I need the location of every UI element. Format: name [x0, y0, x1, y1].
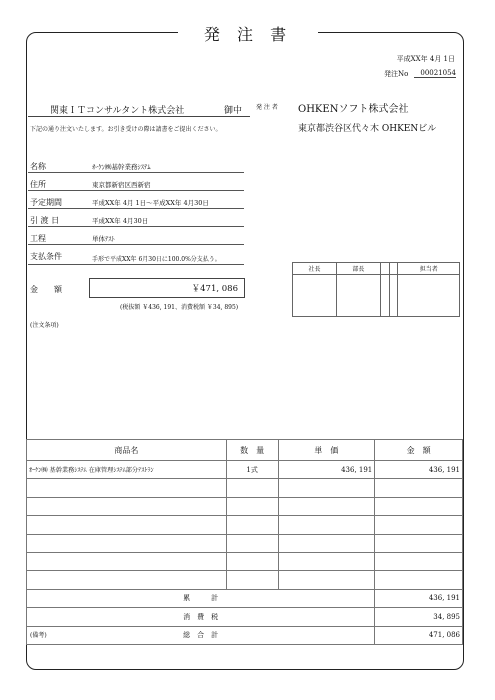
amount-label: 金 額	[30, 285, 62, 294]
header-unit-price: 単 価	[278, 440, 375, 461]
field-value-period: 平成XX年 4月 1日～平成XX年 4月30日	[92, 199, 209, 207]
table-row	[27, 552, 463, 570]
field-value-delivery: 平成XX年 4月30日	[92, 217, 149, 225]
header-amount: 金 額	[375, 440, 463, 461]
notes-label: (注文条項)	[30, 322, 59, 329]
field-label-period: 予定期間	[30, 198, 62, 207]
approval-stamps	[292, 262, 460, 317]
stamp-header-blank	[380, 263, 389, 275]
header-product: 商品名	[27, 440, 227, 461]
header-quantity: 数 量	[226, 440, 278, 461]
field-label-payment: 支払条件	[30, 252, 62, 261]
table-row	[27, 497, 463, 515]
order-no: 00021054	[414, 69, 456, 78]
sender-address: 東京都渋谷区代々木 OHKENビル	[298, 124, 437, 134]
field-label-process: 工程	[30, 234, 46, 243]
order-message: 下記の通り注文いたします。お引き受けの際は請書をご提出ください。	[30, 126, 222, 133]
total-value: 471, 086	[375, 626, 463, 644]
subtotal-row	[27, 589, 463, 607]
subtotal-label: 累 計	[27, 589, 375, 607]
items-table	[26, 439, 463, 645]
stamp-header-manager: 部長	[336, 263, 380, 275]
field-value-process: 単体ﾃｽﾄ	[92, 235, 115, 243]
tax-value: 34, 895	[375, 608, 463, 626]
recipient-name: 関東ＩＴコンサルタント株式会社	[50, 106, 185, 116]
field-value-payment: 手形で平成XX年 6月30日に100.0%分支払う。	[92, 256, 221, 263]
field-value-name: ｵｰｹﾝ㈱基幹業務ｼｽﾃﾑ	[92, 163, 151, 171]
item-amount: 436, 191	[375, 461, 463, 479]
table-row	[27, 516, 463, 534]
amount-note: (税抜額 ￥436, 191、消費税額 ￥34, 895)	[120, 304, 239, 311]
remarks-label: (備考)	[30, 632, 47, 639]
tax-row	[27, 608, 463, 626]
recipient-honorific: 御中	[224, 106, 243, 116]
amount-value: ￥471, 086	[191, 284, 238, 294]
item-qty: 1式	[226, 461, 278, 479]
total-row	[27, 626, 463, 644]
page-title: 発 注 書	[203, 25, 293, 44]
table-row	[27, 479, 463, 497]
item-name: ｵｰｹﾝ㈱ 基幹業務ｼｽﾃﾑ 在庫管理ｼｽﾃﾑ部分ﾃｽﾄﾗﾝ	[27, 461, 227, 479]
field-label-name: 名称	[30, 162, 46, 171]
sender-label: 発 注 者	[256, 104, 278, 111]
order-no-label: 発注No	[384, 70, 409, 78]
stamp-header-president: 社長	[293, 263, 337, 275]
tax-label: 消 費 税	[27, 608, 375, 626]
table-row	[27, 534, 463, 552]
field-label-delivery: 引 渡 日	[30, 216, 60, 225]
total-label: 総 合 計	[27, 626, 375, 644]
table-row	[27, 571, 463, 589]
stamp-header-staff: 担当者	[398, 263, 460, 275]
field-value-address: 東京都新宿区西新宿	[92, 181, 151, 189]
subtotal-value: 436, 191	[375, 589, 463, 607]
stamp-header-blank	[389, 263, 398, 275]
item-price: 436, 191	[278, 461, 375, 479]
order-date: 平成XX年 4月 1日	[396, 55, 455, 63]
sender-company: OHKENソフト株式会社	[298, 104, 409, 115]
field-label-address: 住所	[30, 180, 46, 189]
table-row	[27, 461, 463, 479]
